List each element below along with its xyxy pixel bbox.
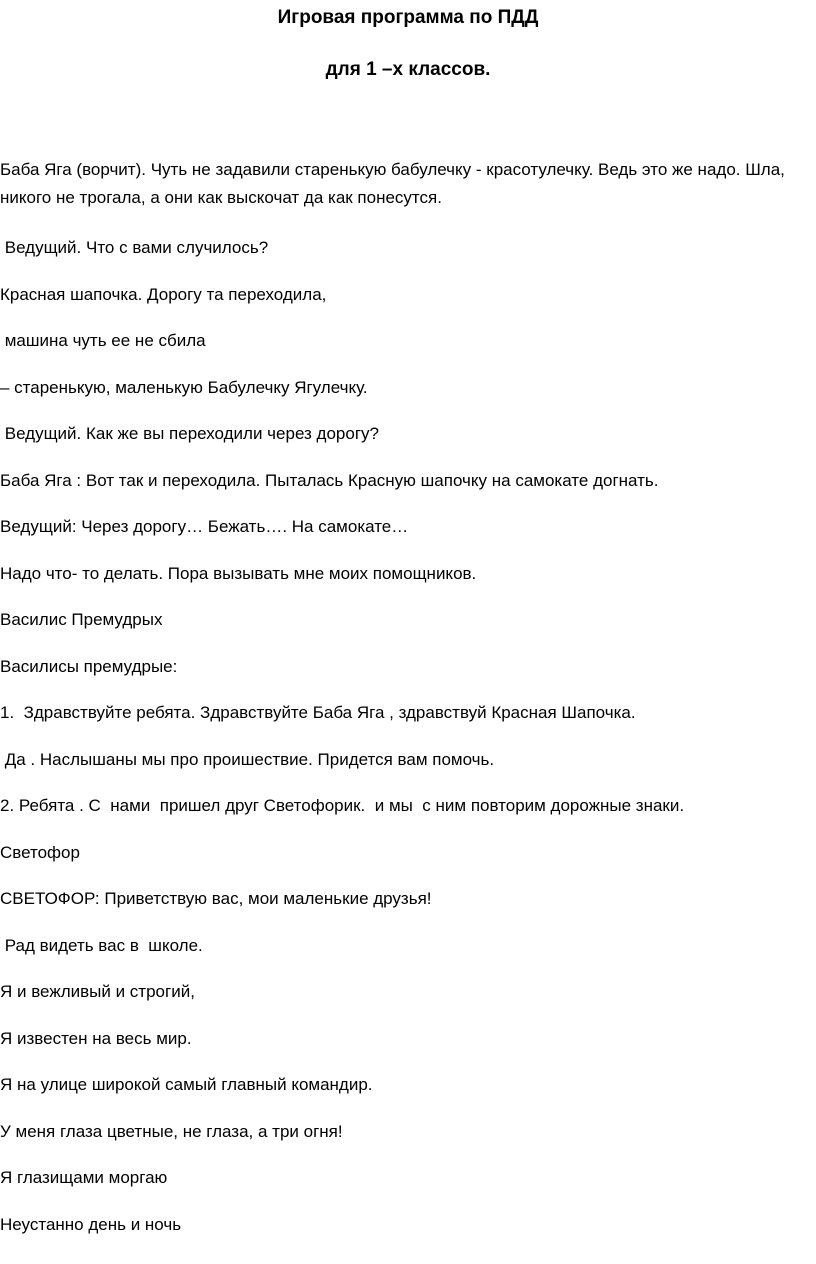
- paragraph: Ведущий. Как же вы переходили через дорогу?: [0, 424, 379, 443]
- paragraph: Красная шапочка. Дорогу та переходила,: [0, 284, 327, 304]
- paragraph: СВЕТОФОР: Приветствую вас, мои маленькие друзья!: [0, 889, 432, 908]
- paragraph: У меня глаза цветные, не глаза, а три огня!: [0, 1121, 343, 1141]
- paragraph: Ведущий: Через дорогу… Бежать…. На самокате…: [0, 517, 409, 536]
- paragraph: Рад видеть вас в школе.: [0, 935, 203, 955]
- paragraph: Неустанно день и ночь: [0, 1214, 182, 1234]
- paragraph: машина чуть ее не сбила: [0, 331, 206, 350]
- paragraph: Ведущий. Что с вами случилось?: [0, 238, 269, 257]
- paragraph: Да . Наслышаны мы про проишествие. Придется вам помочь.: [0, 749, 495, 769]
- paragraph: Я на улице широкой самый главный командир.: [0, 1075, 373, 1094]
- paragraph: Я и вежливый и строгий,: [0, 982, 195, 1001]
- paragraph-baba-yaga-intro: Баба Яга (ворчит). Чуть не задавили старенькую бабулечку - красотулечку. Ведь это же надо. Шла, никого не трогала, а они как выскочат да как понесутся.: [0, 160, 790, 207]
- paragraph: Василисы премудрые:: [0, 656, 178, 676]
- paragraph: Василис Премудрых: [0, 610, 163, 629]
- paragraph: Надо что- то делать. Пора вызывать мне моих помощников.: [0, 563, 477, 583]
- paragraph: Баба Яга : Вот так и переходила. Пыталась Красную шапочку на самокате догнать.: [0, 470, 659, 490]
- paragraph: 1. Здравствуйте ребята. Здравствуйте Баба Яга , здравствуй Красная Шапочка.: [0, 703, 636, 722]
- paragraph: Я известен на весь мир.: [0, 1028, 192, 1048]
- document-title: Игровая программа по ПДД: [277, 7, 539, 28]
- paragraph: Светофор: [0, 842, 80, 862]
- document-subtitle: для 1 –х классов.: [325, 59, 491, 80]
- paragraph: Я глазищами моргаю: [0, 1168, 168, 1187]
- paragraph: – старенькую, маленькую Бабулечку Ягулечку.: [0, 377, 368, 397]
- paragraph: 2. Ребята . С нами пришел друг Светофорик. и мы с ним повторим дорожные знаки.: [0, 796, 685, 815]
- document-body: [0, 156, 812, 1256]
